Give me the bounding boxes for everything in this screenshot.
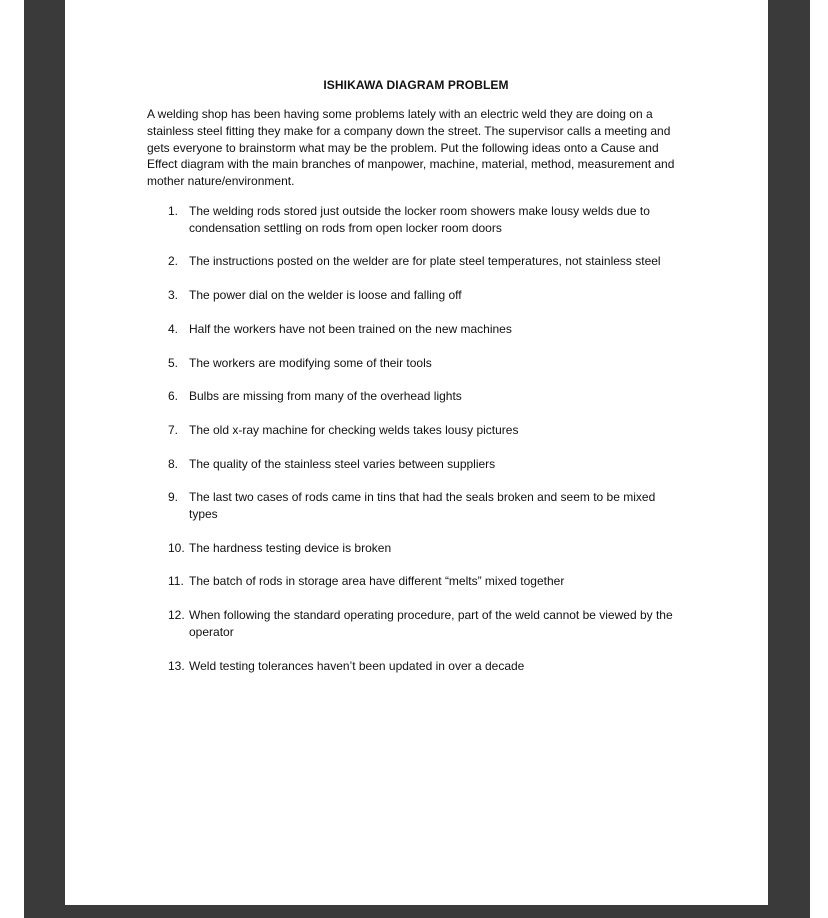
list-item-text: The welding rods stored just outside the locker room showers make lousy welds due to condensation settling on rods from open locker room doors [189, 204, 650, 235]
list-item-number: 10. [168, 540, 185, 555]
list-item-number: 3. [168, 288, 179, 303]
list-item-number: 9. [168, 490, 179, 505]
list-item-text: The power dial on the welder is loose and falling off [189, 288, 462, 303]
list-item-number: 1. [168, 204, 179, 218]
list-item-text: The hardness testing device is broken [189, 540, 392, 555]
list-item [147, 607, 687, 641]
list-item-number: 12. [168, 608, 185, 623]
list-item-text: The last two cases of rods came in tins that had the seals broken and seem to be mixed types [189, 490, 656, 522]
list-item-text: The old x-ray machine for checking welds takes lousy pictures [189, 422, 519, 437]
list-item [147, 253, 687, 270]
list-item-number: 7. [168, 422, 179, 437]
list-item [147, 287, 687, 304]
list-item-text: Half the workers have not been trained on the new machines [189, 321, 512, 336]
list-item-text: The batch of rods in storage area have different “melts” mixed together [189, 574, 565, 589]
list-item-text: The instructions posted on the welder are for plate steel temperatures, not stainless steel [189, 254, 661, 269]
list-item [147, 355, 687, 372]
intro-paragraph: A welding shop has been having some problems lately with an electric weld they are doing on a stainless steel fitting they make for a company down the street. The supervisor calls a meeting and gets everyone to brainstorm what may be the problem. Put the following ideas onto a Cause and Effect diagram with the main branches of manpower, machine, material, method, measurement and mother nature/environment. [147, 107, 675, 189]
list-item-number: 5. [168, 355, 179, 370]
list-item-number: 11. [168, 574, 184, 589]
list-item-number: 8. [168, 456, 179, 471]
list-item [147, 658, 687, 675]
list-item [147, 422, 687, 439]
list-item [147, 573, 687, 590]
list-item-text: Weld testing tolerances haven’t been updated in over a decade [189, 658, 525, 673]
list-item-number: 13. [168, 658, 185, 673]
list-item [147, 203, 687, 237]
document-title: ISHIKAWA DIAGRAM PROBLEM [323, 78, 509, 92]
list-item-number: 4. [168, 321, 179, 336]
list-item-number: 6. [168, 389, 179, 404]
list-item-text: The workers are modifying some of their tools [189, 355, 432, 370]
list-item [147, 456, 687, 473]
list-item-text: The quality of the stainless steel varies between suppliers [189, 456, 496, 471]
problem-list [147, 203, 687, 691]
list-item-text: Bulbs are missing from many of the overhead lights [189, 389, 462, 404]
list-item [147, 321, 687, 338]
list-item [147, 388, 687, 405]
list-item [147, 489, 687, 523]
list-item-number: 2. [168, 254, 179, 269]
list-item [147, 540, 687, 557]
list-item-text: When following the standard operating procedure, part of the weld cannot be viewed by the operator [189, 608, 673, 639]
